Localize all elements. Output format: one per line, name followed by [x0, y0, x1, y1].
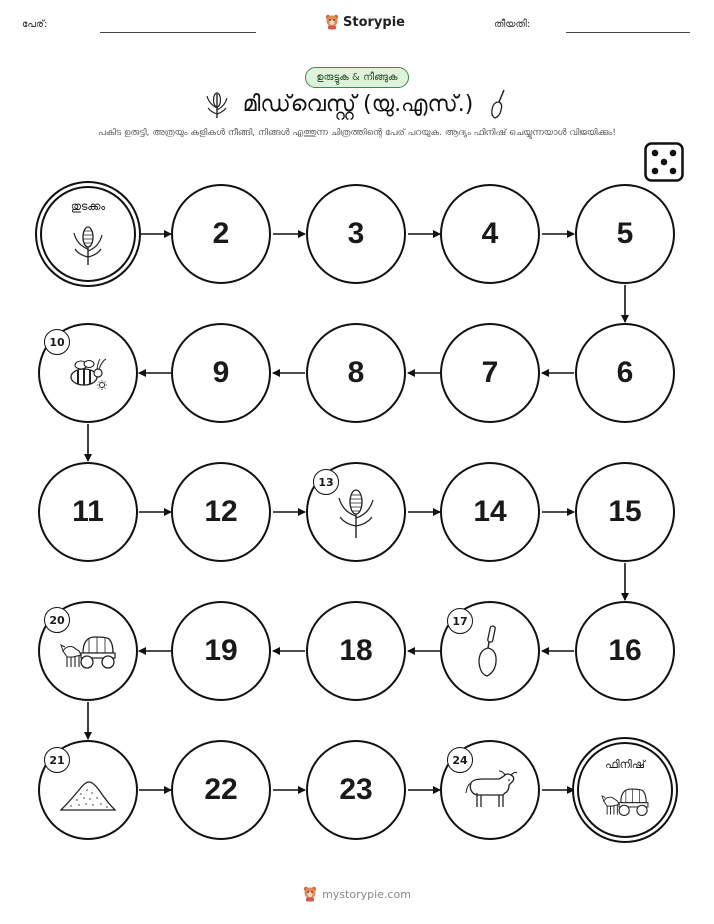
- space-number: 6: [616, 356, 634, 389]
- space-number: 15: [608, 495, 642, 528]
- space-number: 22: [204, 773, 238, 806]
- board-space[interactable]: [171, 740, 271, 840]
- instructions-text: പകിട ഉരുട്ടി, അത്രയും കളികൾ നീങ്ങി, നിങ്ങൾ എത്തുന്ന ചിത്രത്തിന്റെ പേര് പറയുക. ആദ്യം ഫിനിഷ് ചെയ്യുന്നയാൾ വിജയിക്കും!: [98, 128, 616, 138]
- board-space[interactable]: [38, 462, 138, 562]
- space-number-tag: 20: [44, 607, 70, 633]
- footer-url[interactable]: mystorypie.com: [322, 887, 411, 901]
- date-label: തീയതി:: [494, 19, 531, 30]
- finish-label: ഫിനിഷ്: [605, 758, 645, 771]
- space-number: 16: [608, 634, 642, 667]
- storypie-bear-icon: [303, 886, 317, 902]
- space-number: 7: [481, 356, 499, 389]
- space-number: 14: [473, 495, 507, 528]
- board-space[interactable]: [171, 462, 271, 562]
- space-number: 12: [204, 495, 238, 528]
- board-space[interactable]: [171, 184, 271, 284]
- space-number-tag: 24: [447, 747, 473, 773]
- start-space[interactable]: [40, 186, 136, 282]
- page-title: മിഡ്‌വെസ്റ്റ് (യു.എസ്.): [242, 91, 474, 117]
- space-number: 5: [616, 217, 634, 250]
- trowel-icon: [475, 624, 505, 678]
- board-space[interactable]: [306, 740, 406, 840]
- board-space[interactable]: [440, 184, 540, 284]
- brand-name: Storypie: [343, 14, 405, 30]
- activity-badge: ഉരുട്ടുക & നീങ്ങുക: [305, 67, 408, 88]
- board-space[interactable]: [575, 323, 675, 423]
- covered-wagon-icon: [600, 784, 650, 818]
- space-number: 8: [347, 356, 365, 389]
- corn-icon: [336, 484, 376, 540]
- board-space[interactable]: [575, 601, 675, 701]
- space-number: 11: [72, 495, 104, 528]
- space-number: 3: [347, 217, 365, 250]
- board-space[interactable]: [575, 462, 675, 562]
- space-number-tag: 21: [44, 747, 70, 773]
- board-space[interactable]: [440, 323, 540, 423]
- space-number: 9: [212, 356, 230, 389]
- footer-brand: [303, 886, 411, 902]
- finish-space[interactable]: [577, 742, 673, 838]
- name-label: പേര്:: [22, 19, 48, 30]
- space-number: 2: [212, 217, 230, 250]
- bee-icon: [64, 353, 112, 393]
- corn-icon: [71, 219, 105, 267]
- space-number-tag: 13: [313, 469, 339, 495]
- space-number: 18: [339, 634, 373, 667]
- covered-wagon-icon: [59, 631, 117, 671]
- board-space[interactable]: [306, 323, 406, 423]
- board-space[interactable]: [575, 184, 675, 284]
- board-space[interactable]: [171, 323, 271, 423]
- space-number: 19: [204, 634, 238, 667]
- space-number: 4: [481, 217, 499, 250]
- board-space[interactable]: [171, 601, 271, 701]
- space-number-tag: 10: [44, 329, 70, 355]
- ox-icon: [463, 769, 517, 811]
- board-space[interactable]: [440, 462, 540, 562]
- space-number-tag: 17: [447, 608, 473, 634]
- board-space[interactable]: [306, 601, 406, 701]
- board-space[interactable]: [306, 184, 406, 284]
- space-number: 23: [339, 773, 373, 806]
- grain-pile-icon: [59, 778, 117, 814]
- start-label: തുടക്കം: [70, 200, 106, 213]
